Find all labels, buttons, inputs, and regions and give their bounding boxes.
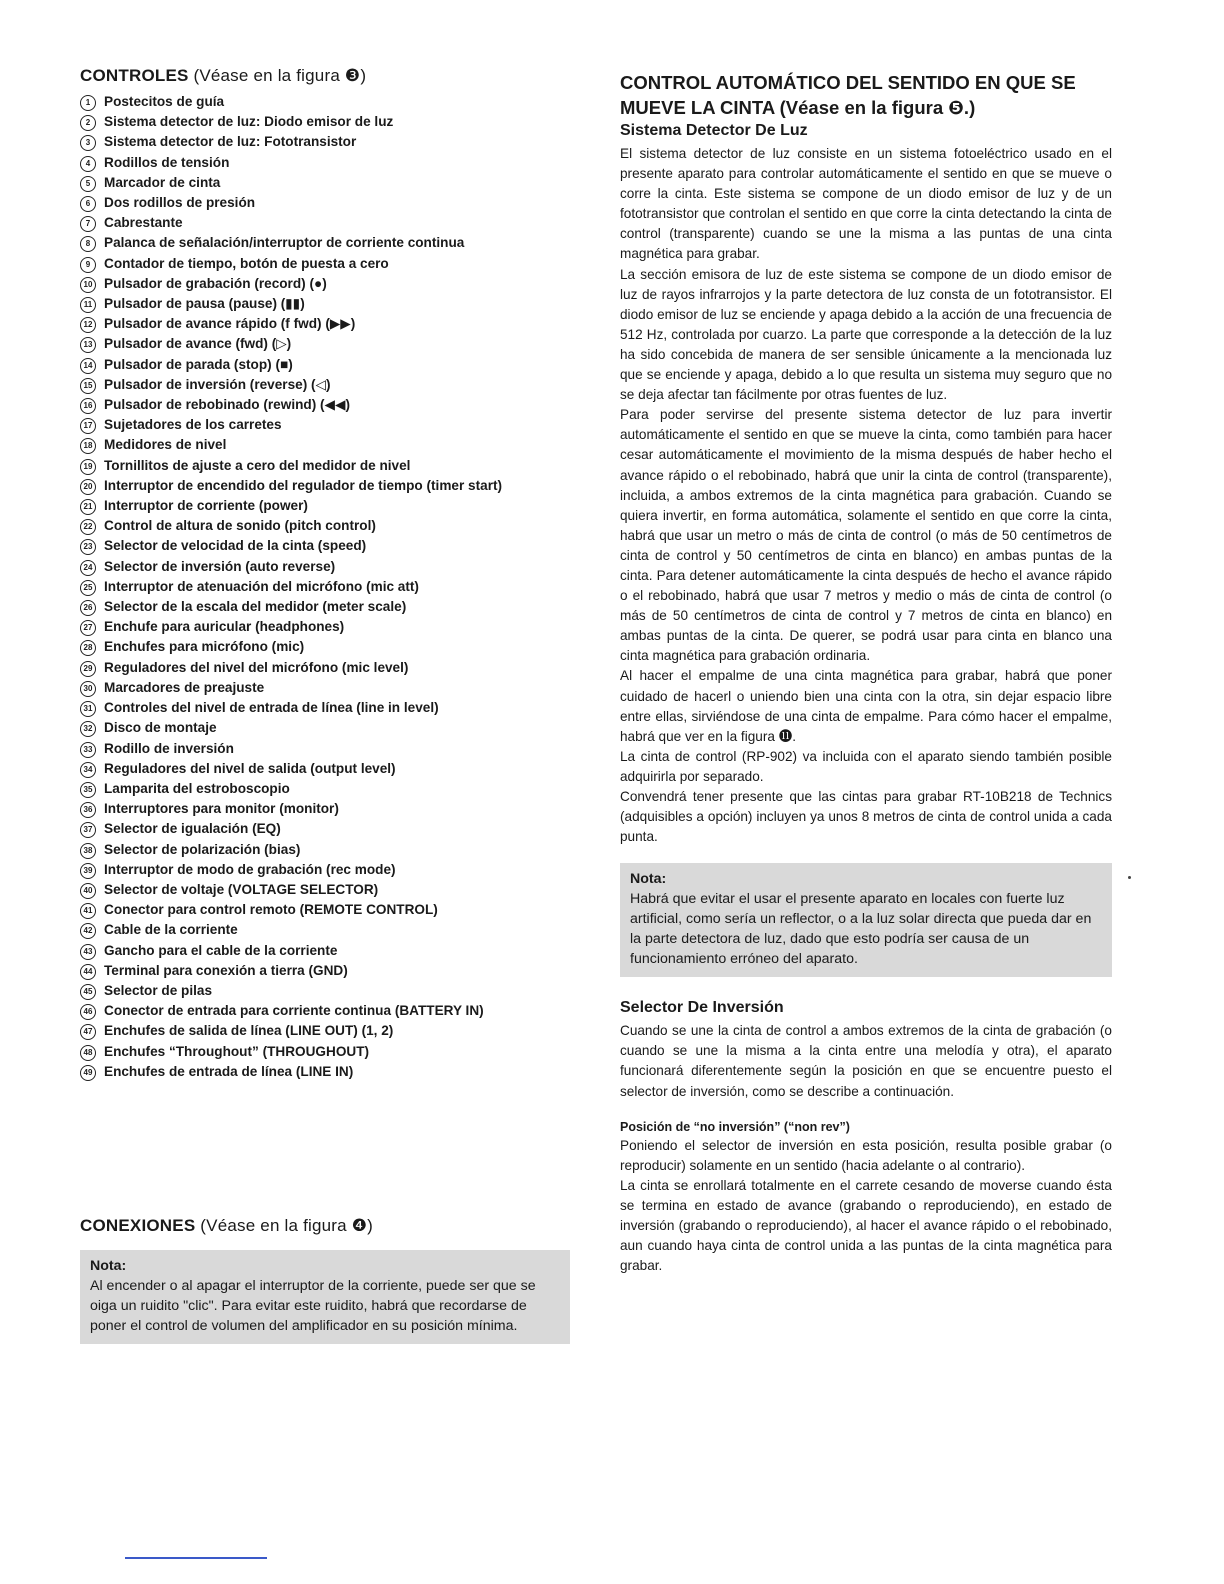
item-label: Marcador de cinta	[104, 174, 221, 190]
note-label: Nota:	[630, 871, 667, 888]
item-number: 25	[80, 580, 96, 596]
controls-title: CONTROLES	[80, 66, 189, 85]
item-label: Interruptor de modo de grabación (rec mode)	[104, 861, 396, 877]
item-label: Enchufes de salida de línea (LINE OUT) (1, 2)	[104, 1023, 394, 1039]
item-number: 31	[80, 701, 96, 717]
item-label: Conector para control remoto (REMOTE CONTROL)	[104, 902, 438, 918]
item-label: Palanca de señalación/interruptor de corriente continua	[104, 235, 465, 251]
item-label: Sistema detector de luz: Diodo emisor de luz	[104, 114, 394, 130]
item-label: Enchufes para micrófono (mic)	[104, 639, 305, 655]
control-item	[80, 557, 580, 577]
item-label: Selector de velocidad de la cinta (speed)	[104, 538, 367, 554]
control-item	[80, 153, 580, 173]
light-detector-heading: Sistema Detector De Luz	[620, 122, 808, 139]
item-number: 41	[80, 903, 96, 919]
item-label: Sujetadores de los carretes	[104, 417, 282, 433]
item-number: 2	[80, 115, 96, 131]
item-label: Pulsador de avance (fwd) (▷)	[104, 336, 292, 352]
item-number: 47	[80, 1024, 96, 1040]
note-label: Nota:	[90, 1258, 127, 1274]
item-label: Enchufe para auricular (headphones)	[104, 619, 345, 635]
control-item	[80, 920, 580, 940]
control-item	[80, 112, 580, 132]
item-number: 38	[80, 843, 96, 859]
item-number: 9	[80, 257, 96, 273]
control-item	[80, 597, 580, 617]
control-item	[80, 900, 580, 920]
item-label: Disco de montaje	[104, 720, 217, 736]
auto-control-title: CONTROL AUTOMÁTICO DEL SENTIDO EN QUE SE MUEVE LA CINTA (Véase en la figura ❺.)	[620, 72, 1076, 118]
control-item	[80, 698, 580, 718]
item-number: 21	[80, 499, 96, 515]
paragraph: El sistema detector de luz consiste en un sistema fotoeléctrico usado en el presente aparato para controlar automáticamente el sentido en que se mueve o corre la cinta. Este sistema se compone de un diodo emisor de luz y de un fototransistor que controlan el sentido en que corre la cinta detectando la cinta de control (transparente) cuando se une la misma a las puntas de una cinta magnética para grabar.	[620, 146, 1112, 262]
control-item	[80, 213, 580, 233]
control-item	[80, 617, 580, 637]
connections-section	[80, 1216, 570, 1344]
note-text: Al encender o al apagar el interruptor de la corriente, puede ser que se oiga un ruidito "clic". Para evitar este ruidito, habrá que recordarse de poner el control de volumen del amplificador en su posición mínima.	[90, 1278, 536, 1334]
paragraph: Poniendo el selector de inversión en esta posición, resulta posible grabar (o reproducir) solamente en un sentido (hacia adelante o al contrario).	[620, 1137, 1112, 1173]
control-item	[80, 1021, 580, 1041]
item-label: Rodillo de inversión	[104, 740, 234, 756]
control-item	[80, 880, 580, 900]
item-number: 1	[80, 95, 96, 111]
control-item	[80, 637, 580, 657]
connections-title: CONEXIONES	[80, 1216, 196, 1235]
item-label: Reguladores del nivel de salida (output level)	[104, 760, 396, 776]
control-item	[80, 1001, 580, 1021]
control-item	[80, 718, 580, 738]
item-number: 32	[80, 721, 96, 737]
paragraph: La cinta se enrollará totalmente en el carrete cesando de moverse cuando ésta se termina en estado de avance (grabando o reproduciendo), en estado de inversión (grabando o reproduciendo), al hacer el avance rápido o el rebobinado, aun cuando haya cinta de control unida a las puntas de la cinta magnética para grabar.	[620, 1177, 1112, 1274]
item-label: Interruptor de atenuación del micrófono (mic att)	[104, 578, 419, 594]
item-label: Selector de voltaje (VOLTAGE SELECTOR)	[104, 881, 379, 897]
item-label: Conector de entrada para corriente continua (BATTERY IN)	[104, 1003, 484, 1019]
control-item	[80, 496, 580, 516]
item-label: Pulsador de avance rápido (f fwd) (▶▶)	[104, 316, 356, 332]
control-item	[80, 678, 580, 698]
item-number: 28	[80, 640, 96, 656]
control-item	[80, 334, 580, 354]
item-number: 42	[80, 923, 96, 939]
item-label: Pulsador de grabación (record) (●)	[104, 275, 327, 291]
item-label: Lamparita del estroboscopio	[104, 780, 290, 796]
item-label: Sistema detector de luz: Fototransistor	[104, 134, 357, 150]
control-item	[80, 435, 580, 455]
paragraph: Al hacer el empalme de una cinta magnética para grabar, habrá que poner cuidado de hacerl o uniendo bien una cinta con la otra, sin dejar espacio libre entre ellas, sirviéndose de una cinta de empalme. Para cómo hacer el empalme, habrá que ver en la figura ⓫.	[620, 668, 1112, 744]
item-label: Controles del nivel de entrada de línea (line in level)	[104, 700, 439, 716]
control-item	[80, 456, 580, 476]
auto-control-note	[620, 863, 1112, 977]
control-item	[80, 233, 580, 253]
item-number: 43	[80, 944, 96, 960]
item-label: Reguladores del nivel del micrófono (mic level)	[104, 659, 409, 675]
connections-heading	[80, 1216, 570, 1236]
paragraph: Convendrá tener presente que las cintas para grabar RT-10B218 de Technics (adquisibles a opción) incluyen ya unos 8 metros de cinta de control unida a cada punta.	[620, 789, 1112, 845]
control-item	[80, 941, 580, 961]
paragraph: Cuando se une la cinta de control a ambos extremos de la cinta de grabación (o cuando se une la misma a la cinta entre una melodía y otra), el aparato funcionará diferentemente según la posición en que se encuentre puesto el selector de inversión, como se describe a continuación.	[620, 1023, 1112, 1099]
item-number: 20	[80, 479, 96, 495]
item-label: Enchufes de entrada de línea (LINE IN)	[104, 1063, 354, 1079]
control-item	[80, 577, 580, 597]
item-number: 33	[80, 742, 96, 758]
control-item	[80, 536, 580, 556]
item-label: Dos rodillos de presión	[104, 195, 256, 211]
item-number: 6	[80, 196, 96, 212]
item-number: 15	[80, 378, 96, 394]
item-number: 8	[80, 236, 96, 252]
control-item	[80, 981, 580, 1001]
paragraph: La cinta de control (RP-902) va incluida con el aparato siendo también posible adquirirla por separado.	[620, 748, 1112, 784]
item-number: 44	[80, 964, 96, 980]
item-label: Enchufes “Throughout” (THROUGHOUT)	[104, 1043, 370, 1059]
item-number: 14	[80, 358, 96, 374]
item-label: Pulsador de inversión (reverse) (◁)	[104, 376, 331, 392]
control-item	[80, 314, 580, 334]
item-number: 22	[80, 519, 96, 535]
footer-rule	[125, 1557, 267, 1559]
item-number: 26	[80, 600, 96, 616]
item-number: 36	[80, 802, 96, 818]
item-number: 29	[80, 661, 96, 677]
item-number: 19	[80, 459, 96, 475]
control-item	[80, 739, 580, 759]
item-label: Cable de la corriente	[104, 922, 238, 938]
control-item	[80, 759, 580, 779]
connections-figure-ref: (Véase en la figura ❹)	[200, 1216, 374, 1235]
item-number: 45	[80, 984, 96, 1000]
item-number: 39	[80, 863, 96, 879]
control-item	[80, 1042, 580, 1062]
control-item	[80, 355, 580, 375]
item-label: Interruptor de corriente (power)	[104, 498, 308, 514]
control-item	[80, 1062, 580, 1082]
control-item	[80, 415, 580, 435]
paragraph: Para poder servirse del presente sistema detector de luz para invertir automáticamente el sentido en que se mueve la cinta, como también para hacer cesar automáticamente el movimiento de la misma después de haber hecho el avance rápido o el rebobinado, habrá que unir la cinta de control (transparente), incluida, a ambos extremos de la cinta magnética para grabación. Cuando se quiera invertir, en forma automática, solamente el sentido en que corre la cinta, habrá que usar un metro o más de cinta de control (o más de 50 centímetros de cinta de control y 50 centímetros de cinta en blanco) en ambas puntas de la cinta. Para detener automáticamente la cinta después de hecho el avance rápido o el rebobinado, habrá que usar 7 metros y medio o más de cinta de control (o más de 50 centímetros de cinta de control y 7 metros de cinta en blanco) en ambas puntas de la cinta. De querer, se podrá usar para cinta en blanco una cinta magnética para grabación ordinaria.	[620, 407, 1112, 664]
item-number: 13	[80, 337, 96, 353]
item-number: 37	[80, 822, 96, 838]
item-label: Selector de la escala del medidor (meter scale)	[104, 599, 407, 615]
reverse-selector-heading: Selector De Inversión	[620, 999, 784, 1017]
controls-figure-ref: (Véase en la figura ❸)	[193, 66, 367, 85]
item-number: 49	[80, 1065, 96, 1081]
item-label: Cabrestante	[104, 215, 183, 231]
item-number: 48	[80, 1045, 96, 1061]
item-label: Selector de igualación (EQ)	[104, 821, 281, 837]
item-number: 5	[80, 176, 96, 192]
stray-mark	[1128, 876, 1131, 879]
item-label: Interruptores para monitor (monitor)	[104, 801, 339, 817]
item-label: Control de altura de sonido (pitch control)	[104, 518, 376, 534]
item-label: Selector de inversión (auto reverse)	[104, 558, 336, 574]
item-label: Pulsador de rebobinado (rewind) (◀◀)	[104, 397, 350, 413]
item-label: Selector de pilas	[104, 982, 213, 998]
item-label: Pulsador de parada (stop) (■)	[104, 356, 293, 372]
item-label: Medidores de nivel	[104, 437, 227, 453]
item-number: 4	[80, 156, 96, 172]
item-number: 27	[80, 620, 96, 636]
connections-note	[80, 1250, 570, 1344]
controls-list	[80, 92, 580, 1082]
item-label: Selector de polarización (bias)	[104, 841, 301, 857]
item-label: Tornillitos de ajuste a cero del medidor de nivel	[104, 457, 411, 473]
controls-heading	[80, 66, 580, 86]
control-item	[80, 476, 580, 496]
control-item	[80, 294, 580, 314]
controls-section	[80, 66, 580, 1082]
item-label: Postecitos de guía	[104, 94, 225, 109]
non-rev-heading: Posición de “no inversión” (“non rev”)	[620, 1119, 850, 1134]
item-number: 10	[80, 277, 96, 293]
item-number: 34	[80, 762, 96, 778]
item-number: 7	[80, 216, 96, 232]
item-number: 30	[80, 681, 96, 697]
item-number: 18	[80, 438, 96, 454]
control-item	[80, 92, 580, 112]
paragraph: La sección emisora de luz de este sistema se compone de un diodo emisor de luz de rayos infrarrojos y la parte detectora de luz consta de un fototransistor. El diodo emisor de luz se enciende y apaga debido a la acción de una frecuencia de 512 Hz, controlada por cuarzo. La parte que corresponde a la detección de la luz ha sido concebida de manera de ser sensible únicamente a la mencionada luz que se enciende y apaga, debido a lo que resulta un sistema muy seguro que no se deja afectar tan fácilmente por otras fuentes de luz.	[620, 266, 1112, 403]
control-item	[80, 193, 580, 213]
item-label: Rodillos de tensión	[104, 154, 230, 170]
control-item	[80, 395, 580, 415]
control-item	[80, 779, 580, 799]
item-label: Contador de tiempo, botón de puesta a cero	[104, 255, 389, 271]
control-item	[80, 132, 580, 152]
item-label: Gancho para el cable de la corriente	[104, 942, 338, 958]
control-item	[80, 860, 580, 880]
item-number: 35	[80, 782, 96, 798]
item-number: 17	[80, 418, 96, 434]
item-label: Pulsador de pausa (pause) (▮▮)	[104, 296, 305, 312]
item-number: 40	[80, 883, 96, 899]
control-item	[80, 961, 580, 981]
auto-control-section	[620, 70, 1112, 1276]
control-item	[80, 840, 580, 860]
item-label: Marcadores de preajuste	[104, 679, 265, 695]
item-label: Interruptor de encendido del regulador de tiempo (timer start)	[104, 477, 503, 493]
control-item	[80, 173, 580, 193]
control-item	[80, 274, 580, 294]
item-number: 11	[80, 297, 96, 313]
control-item	[80, 658, 580, 678]
control-item	[80, 516, 580, 536]
note-text: Habrá que evitar el usar el presente aparato en locales con fuerte luz artificial, como sería un reflector, o a la luz solar directa que pueda dar en la parte detectora de luz, dado que esto podría ser causa de un funcionamiento erróneo del aparato.	[630, 891, 1092, 968]
control-item	[80, 254, 580, 274]
item-number: 3	[80, 135, 96, 151]
item-number: 12	[80, 317, 96, 333]
item-number: 16	[80, 398, 96, 414]
item-number: 23	[80, 539, 96, 555]
item-label: Terminal para conexión a tierra (GND)	[104, 962, 348, 978]
item-number: 46	[80, 1004, 96, 1020]
control-item	[80, 375, 580, 395]
control-item	[80, 819, 580, 839]
item-number: 24	[80, 560, 96, 576]
control-item	[80, 799, 580, 819]
